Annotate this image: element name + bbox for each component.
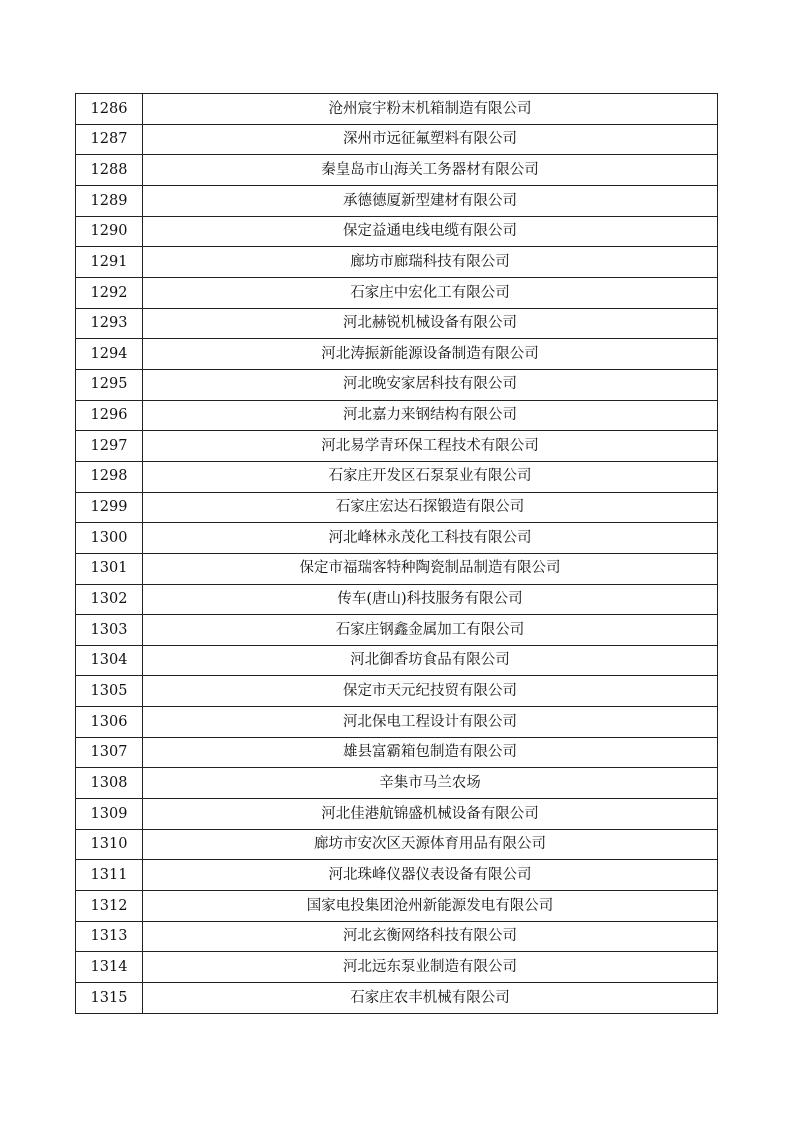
row-number: 1292 — [76, 277, 143, 308]
row-number: 1310 — [76, 829, 143, 860]
table-row — [76, 94, 718, 125]
company-name: 雄县富霸箱包制造有限公司 — [143, 737, 718, 768]
row-number: 1306 — [76, 707, 143, 738]
table-row — [76, 829, 718, 860]
row-number: 1297 — [76, 431, 143, 462]
table-row — [76, 768, 718, 799]
table-row — [76, 983, 718, 1014]
table-row — [76, 615, 718, 646]
company-name: 沧州宸宇粉末机箱制造有限公司 — [143, 94, 718, 125]
company-name: 石家庄开发区石泵泵业有限公司 — [143, 461, 718, 492]
table-row — [76, 676, 718, 707]
company-name: 河北佳港航锦盛机械设备有限公司 — [143, 799, 718, 830]
table-row — [76, 461, 718, 492]
company-name: 保定市天元纪技贸有限公司 — [143, 676, 718, 707]
company-name: 石家庄宏达石探锻造有限公司 — [143, 492, 718, 523]
table-row — [76, 952, 718, 983]
table-row — [76, 339, 718, 370]
row-number: 1294 — [76, 339, 143, 370]
table-row — [76, 553, 718, 584]
company-name: 河北赫锐机械设备有限公司 — [143, 308, 718, 339]
row-number: 1308 — [76, 768, 143, 799]
table-row — [76, 860, 718, 891]
company-name: 国家电投集团沧州新能源发电有限公司 — [143, 891, 718, 922]
row-number: 1287 — [76, 124, 143, 155]
table-row — [76, 523, 718, 554]
table-row — [76, 737, 718, 768]
company-name: 石家庄农丰机械有限公司 — [143, 983, 718, 1014]
company-name: 石家庄中宏化工有限公司 — [143, 277, 718, 308]
company-name: 河北易学青环保工程技术有限公司 — [143, 431, 718, 462]
company-name: 河北峰林永茂化工科技有限公司 — [143, 523, 718, 554]
row-number: 1299 — [76, 492, 143, 523]
row-number: 1302 — [76, 584, 143, 615]
company-name: 保定市福瑞客特种陶瓷制品制造有限公司 — [143, 553, 718, 584]
row-number: 1295 — [76, 369, 143, 400]
row-number: 1289 — [76, 185, 143, 216]
company-name: 廊坊市廊瑞科技有限公司 — [143, 247, 718, 278]
company-name: 河北远东泵业制造有限公司 — [143, 952, 718, 983]
row-number: 1312 — [76, 891, 143, 922]
company-name: 深州市远征氟塑料有限公司 — [143, 124, 718, 155]
table-row — [76, 400, 718, 431]
company-name: 辛集市马兰农场 — [143, 768, 718, 799]
row-number: 1303 — [76, 615, 143, 646]
row-number: 1291 — [76, 247, 143, 278]
table-row — [76, 921, 718, 952]
row-number: 1304 — [76, 645, 143, 676]
company-name: 石家庄钢鑫金属加工有限公司 — [143, 615, 718, 646]
row-number: 1315 — [76, 983, 143, 1014]
table-row — [76, 891, 718, 922]
table-row — [76, 799, 718, 830]
company-name: 保定益通电线电缆有限公司 — [143, 216, 718, 247]
company-name: 廊坊市安次区天源体育用品有限公司 — [143, 829, 718, 860]
company-name: 河北御香坊食品有限公司 — [143, 645, 718, 676]
table-row — [76, 492, 718, 523]
table-row — [76, 369, 718, 400]
table-row — [76, 185, 718, 216]
table-row — [76, 584, 718, 615]
table-row — [76, 645, 718, 676]
company-name: 河北保电工程设计有限公司 — [143, 707, 718, 738]
company-name: 传车(唐山)科技服务有限公司 — [143, 584, 718, 615]
company-name: 河北珠峰仪器仪表设备有限公司 — [143, 860, 718, 891]
table-row — [76, 247, 718, 278]
company-name: 承德德厦新型建材有限公司 — [143, 185, 718, 216]
table-row — [76, 308, 718, 339]
row-number: 1305 — [76, 676, 143, 707]
table-body — [76, 94, 718, 1014]
row-number: 1309 — [76, 799, 143, 830]
row-number: 1313 — [76, 921, 143, 952]
row-number: 1286 — [76, 94, 143, 125]
row-number: 1300 — [76, 523, 143, 554]
company-name: 河北晚安家居科技有限公司 — [143, 369, 718, 400]
table-row — [76, 707, 718, 738]
company-list-table — [75, 93, 718, 1014]
table-row — [76, 155, 718, 186]
row-number: 1293 — [76, 308, 143, 339]
company-name: 河北玄衡网络科技有限公司 — [143, 921, 718, 952]
table-row — [76, 277, 718, 308]
row-number: 1296 — [76, 400, 143, 431]
table-row — [76, 124, 718, 155]
row-number: 1311 — [76, 860, 143, 891]
row-number: 1301 — [76, 553, 143, 584]
row-number: 1298 — [76, 461, 143, 492]
row-number: 1314 — [76, 952, 143, 983]
table-row — [76, 431, 718, 462]
company-name: 河北嘉力来钢结构有限公司 — [143, 400, 718, 431]
row-number: 1290 — [76, 216, 143, 247]
table-row — [76, 216, 718, 247]
row-number: 1288 — [76, 155, 143, 186]
company-name: 秦皇岛市山海关工务器材有限公司 — [143, 155, 718, 186]
row-number: 1307 — [76, 737, 143, 768]
company-name: 河北涛振新能源设备制造有限公司 — [143, 339, 718, 370]
